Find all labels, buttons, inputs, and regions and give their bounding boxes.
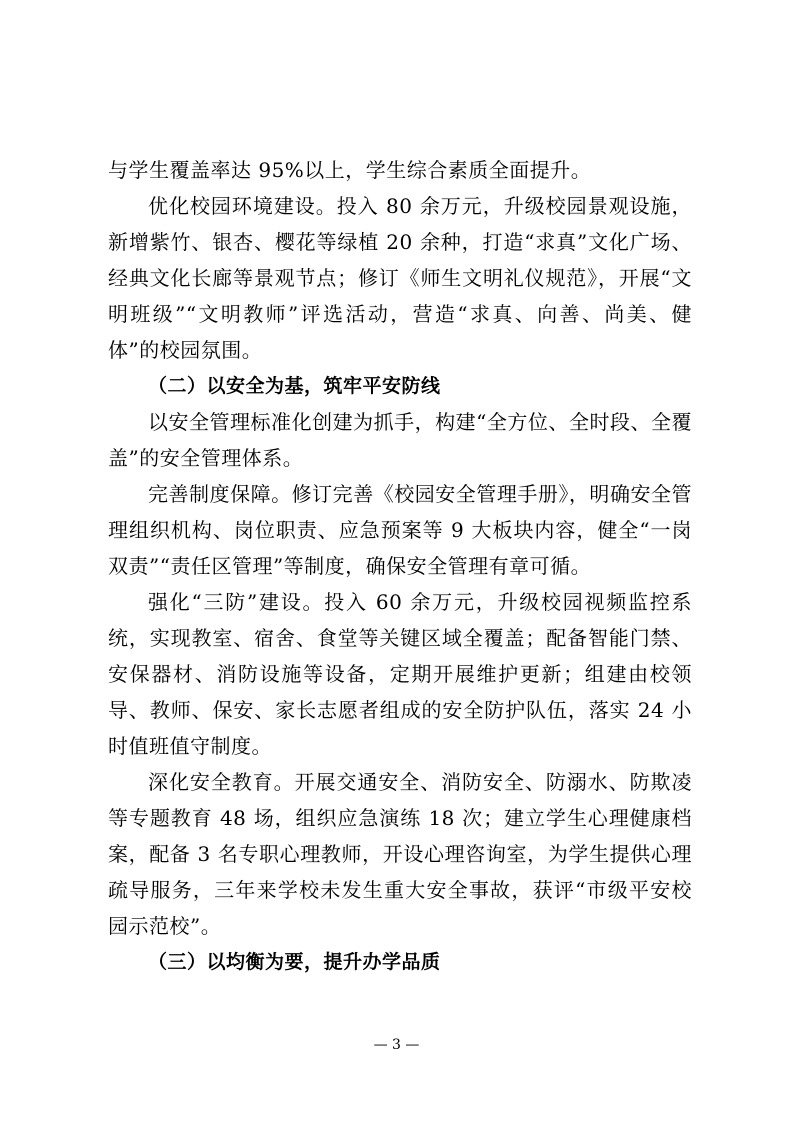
paragraph-safety-education: 深化安全教育。开展交通安全、消防安全、防溺水、防欺凌等专题教育 48 场，组织应急演练 18 次；建立学生心理健康档案，配备 3 名专职心理教师，开设心理咨询室，为学生提供心理疏导服务，三年来学校未发生重大安全事故，获评“市级平安校园示范校”。 [108, 770, 692, 938]
section-heading-safety: （二）以安全为基，筑牢平安防线 [148, 375, 441, 397]
section-heading-balance: （三）以均衡为要，提升办学品质 [148, 951, 441, 973]
document-body [108, 152, 692, 980]
paragraph-system-guarantee: 完善制度保障。修订完善《校园安全管理手册》，明确安全管理组织机构、岗位职责、应急预案等 9 大板块内容，健全“一岗双责”“责任区管理”等制度，确保安全管理有章可循。 [108, 482, 692, 578]
paragraph-campus-environment: 优化校园环境建设。投入 80 余万元，升级校园景观设施，新增紫竹、银杏、樱花等绿植 20 余种，打造“求真”文化广场、经典文化长廊等景观节点；修订《师生文明礼仪规范》，开展“文明班级”“文明教师”评选活动，营造“求真、向善、尚美、健体”的校园氛围。 [108, 194, 692, 362]
paragraph-safety-intro: 以安全管理标准化创建为抓手，构建“全方位、全时段、全覆盖”的安全管理体系。 [108, 410, 692, 470]
paragraph-three-defenses: 强化“三防”建设。投入 60 余万元，升级校园视频监控系统，实现教室、宿舍、食堂等关键区域全覆盖；配备智能门禁、安保器材、消防设施等设备，定期开展维护更新；组建由校领导、教师、保安、家长志愿者组成的安全防护队伍，落实 24 小时值班值守制度。 [108, 590, 692, 758]
paragraph-continuation: 与学生覆盖率达 95%以上，学生综合素质全面提升。 [108, 158, 592, 182]
page-number: — 3 — [373, 1037, 420, 1053]
